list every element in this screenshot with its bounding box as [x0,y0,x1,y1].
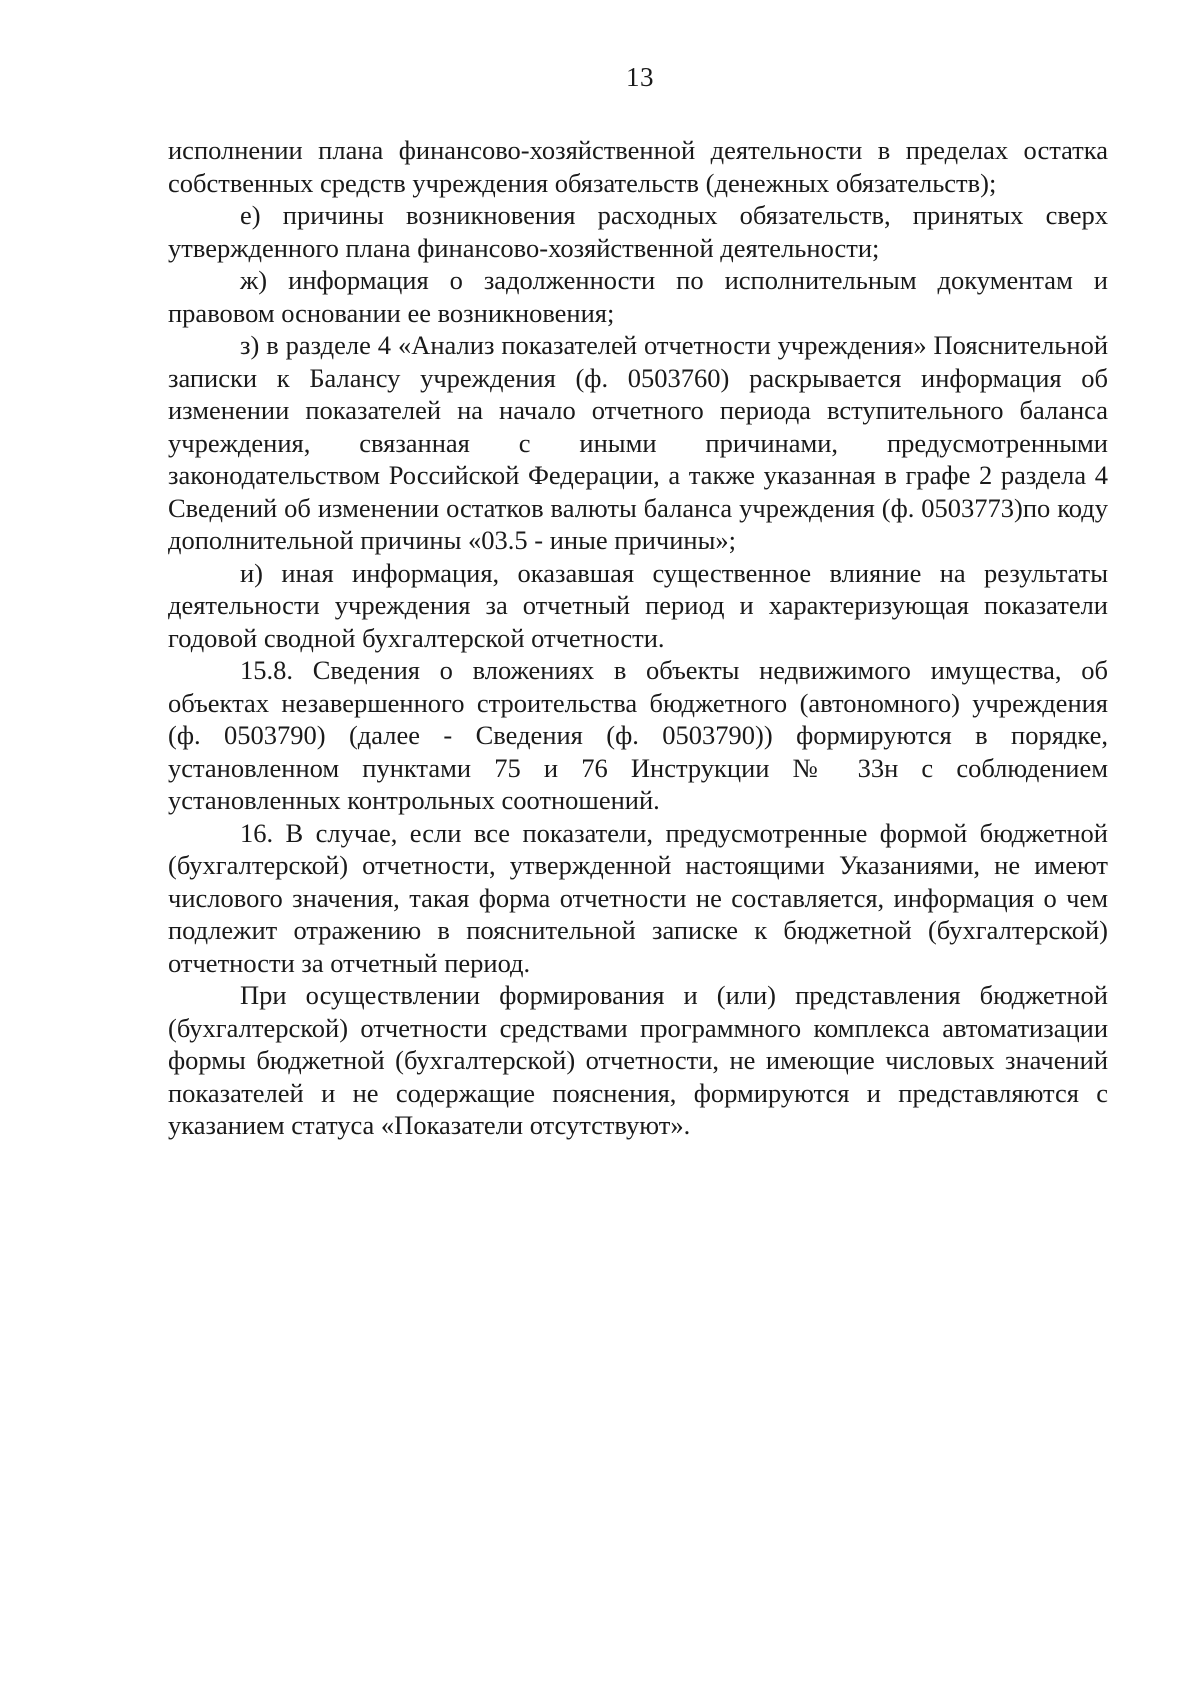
paragraph-16: 16. В случае, если все показатели, предусмотренные формой бюджетной (бухгалтерской) отчетности, утвержденной настоящими Указаниями, не имеют числового значения, такая форма отчетности не составляется, информация о чем подлежит отражению в пояснительной записке к бюджетной (бухгалтерской) отчетности за отчетный период. [168,817,1108,978]
page-number: 13 [626,62,654,92]
paragraph-item-i: и) иная информация, оказавшая существенное влияние на результаты деятельности учреждения за отчетный период и характеризующая показатели годовой сводной бухгалтерской отчетности. [168,557,1108,653]
paragraph-16-continued: При осуществлении формирования и (или) представления бюджетной (бухгалтерской) отчетности средствами программного комплекса автоматизации формы бюджетной (бухгалтерской) отчетности, не имеющие числовых значений показателей и не содержащие пояснения, формируются и представляются с указанием статуса «Показатели отсутствуют». [168,980,1108,1140]
paragraph-item-z: з) в разделе 4 «Анализ показателей отчетности учреждения» Пояснительной записки к Балансу учреждения (ф. 0503760) раскрывается информация об изменении показателей на начало отчетного периода вступительного баланса учреждения, связанная с иными причинами, предусмотренными законодательством Российской Федерации, а также указанная в графе 2 раздела 4 Сведений об изменении остатков валюты баланса учреждения (ф. 0503773)по коду дополнительной причины «03.5 - иные причины»; [168,330,1108,555]
paragraph-item-zh: ж) информация о задолженности по исполнительным документам и правовом основании ее возникновения; [168,265,1108,328]
paragraph-continuation: исполнении плана финансово-хозяйственной деятельности в пределах остатка собственных средств учреждения обязательств (денежных обязательств); [168,135,1108,198]
document-body [168,134,1108,1142]
paragraph-item-e: е) причины возникновения расходных обязательств, принятых сверх утвержденного плана финансово-хозяйственной деятельности; [168,200,1108,263]
paragraph-15-8: 15.8. Сведения о вложениях в объекты недвижимого имущества, об объектах незавершенного строительства бюджетного (автономного) учреждения (ф. 0503790) (далее - Сведения (ф. 0503790)) формируются в порядке, установленном пунктами 75 и 76 Инструкции № 33н с соблюдением установленных контрольных соотношений. [168,655,1108,815]
